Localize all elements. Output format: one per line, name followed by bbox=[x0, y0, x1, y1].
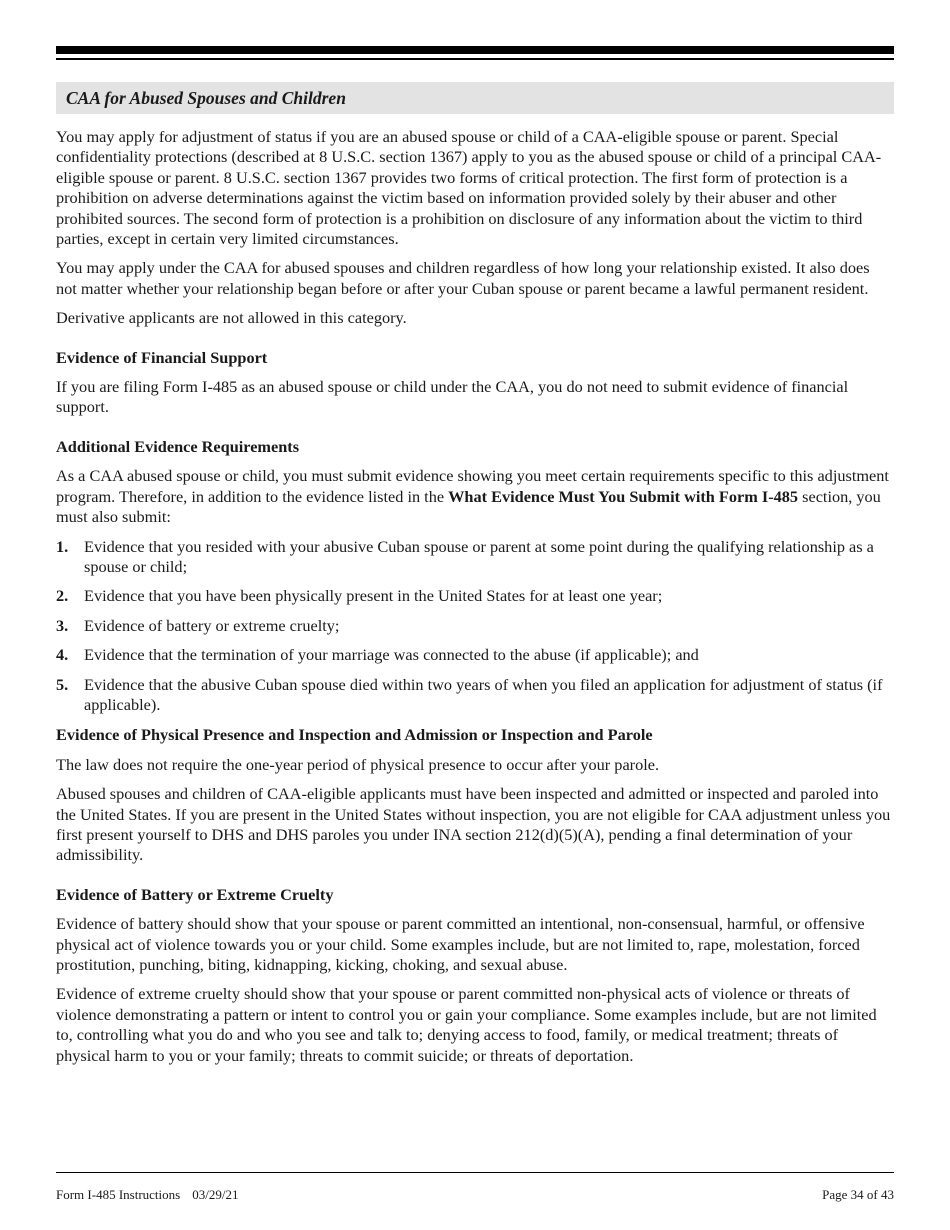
document-page bbox=[56, 46, 894, 1066]
list-item-number: 5. bbox=[56, 674, 69, 694]
additional-evidence-intro-after: section, you must also submit: bbox=[56, 486, 881, 527]
list-item-number: 2. bbox=[56, 586, 69, 606]
header-rule-thick bbox=[56, 46, 894, 54]
financial-support-heading: Evidence of Financial Support bbox=[56, 347, 268, 367]
footer-page-number: Page 34 of 43 bbox=[822, 1187, 894, 1202]
list-item-text: Evidence that the termination of your marriage was connected to the abuse (if applicable); and bbox=[84, 645, 699, 665]
intro-paragraph-1: You may apply for adjustment of status if you are an abused spouse or child of a CAA-eligible spouse or parent. Special confidentiality protections (described at 8 U.S.C. section 1367) apply to you as the abused spouse or child of a principal CAA-eligible spouse or parent. 8 U.S.C. section 1367 provides two forms of critical protection. The first form of protection is a prohibition on adverse determinations against the victim based on information provided solely by their abuser and other prohibited sources. The second form of protection is a prohibition on disclosure of any information about the victim to third parties, except in certain very limited circumstances. bbox=[56, 127, 882, 249]
header-rule-thin bbox=[56, 58, 894, 60]
page-footer bbox=[56, 1172, 894, 1203]
list-item bbox=[56, 537, 894, 578]
physical-presence-heading: Evidence of Physical Presence and Inspection and Admission or Inspection and Parole bbox=[56, 725, 653, 745]
physical-presence-paragraph-1: The law does not require the one-year period of physical presence to occur after your parole. bbox=[56, 754, 660, 774]
footer-form-info bbox=[56, 1187, 238, 1203]
additional-evidence-intro-bold: What Evidence Must You Submit with Form I-485 bbox=[448, 486, 799, 506]
list-item bbox=[56, 645, 894, 665]
requirements-list bbox=[56, 537, 894, 716]
section-title-banner bbox=[56, 82, 894, 114]
list-item-text: Evidence that you resided with your abusive Cuban spouse or parent at some point during the qualifying relationship as a spouse or child; bbox=[84, 536, 874, 576]
list-item-number: 3. bbox=[56, 615, 69, 635]
list-item-text: Evidence that the abusive Cuban spouse died within two years of when you filed an application for adjustment of status (if applicable). bbox=[84, 674, 883, 714]
battery-heading: Evidence of Battery or Extreme Cruelty bbox=[56, 884, 334, 904]
list-item bbox=[56, 675, 894, 716]
footer-form-date: 03/29/21 bbox=[192, 1187, 239, 1202]
list-item-text: Evidence of battery or extreme cruelty; bbox=[84, 615, 340, 635]
additional-evidence-heading: Additional Evidence Requirements bbox=[56, 436, 300, 456]
intro-paragraph-3: Derivative applicants are not allowed in this category. bbox=[56, 308, 407, 328]
additional-evidence-intro bbox=[56, 466, 894, 527]
list-item-number: 4. bbox=[56, 645, 69, 665]
section-title: CAA for Abused Spouses and Children bbox=[66, 87, 346, 108]
battery-paragraph-2: Evidence of extreme cruelty should show that your spouse or parent committed non-physical acts of violence or threats of violence demonstrating a pattern or intent to control you or gain your compliance. Some examples include, but are not limited to, controlling what you do and who you see and talk to; denying access to food, family, or medical treatment; threats of physical harm to you or your family; threats to commit suicide; or threats of deportation. bbox=[56, 984, 877, 1065]
list-item bbox=[56, 586, 894, 606]
financial-support-paragraph: If you are filing Form I-485 as an abused spouse or child under the CAA, you do not need to submit evidence of financial support. bbox=[56, 377, 849, 417]
list-item bbox=[56, 616, 894, 636]
footer-form-name: Form I-485 Instructions bbox=[56, 1187, 181, 1202]
intro-paragraph-2: You may apply under the CAA for abused spouses and children regardless of how long your relationship existed. It also does not matter whether your relationship began before or after your Cuban spouse or parent became a lawful permanent resident. bbox=[56, 258, 870, 298]
list-item-number: 1. bbox=[56, 536, 69, 556]
additional-evidence-intro-before: As a CAA abused spouse or child, you must submit evidence showing you meet certain requirements specific to this adjustment program. Therefore, in addition to the evidence listed in the bbox=[56, 466, 889, 506]
battery-paragraph-1: Evidence of battery should show that your spouse or parent committed an intentional, non-consensual, harmful, or offensive physical act of violence towards you or your child. Some examples include, but are not limited to, rape, molestation, forced prostitution, punching, biting, kidnapping, kicking, choking, and sexual abuse. bbox=[56, 914, 865, 974]
physical-presence-paragraph-2: Abused spouses and children of CAA-eligible applicants must have been inspected and admitted or inspected and paroled into the United States. If you are present in the United States without inspection, you are not eligible for CAA adjustment unless you first present yourself to DHS and DHS paroles you under INA section 212(d)(5)(A), pending a final determination of your admissibility. bbox=[56, 784, 891, 865]
list-item-text: Evidence that you have been physically present in the United States for at least one year; bbox=[84, 586, 663, 606]
